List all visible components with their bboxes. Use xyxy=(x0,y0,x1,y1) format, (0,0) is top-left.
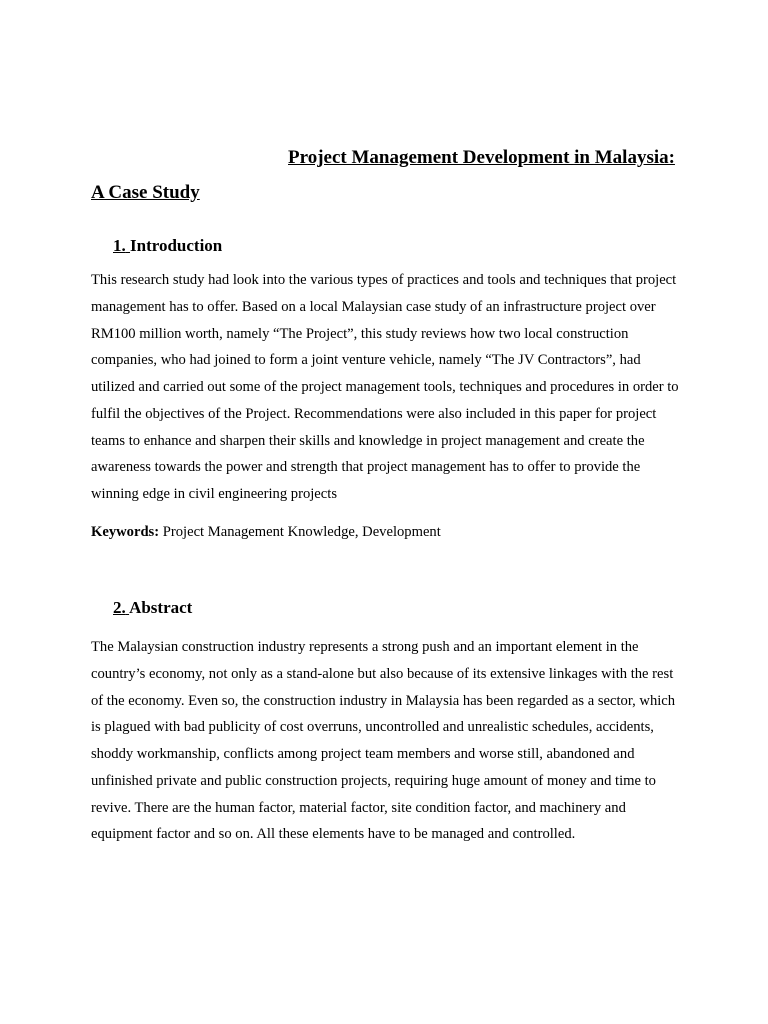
section-number: 2. xyxy=(113,598,126,617)
section-heading-label: Abstract xyxy=(129,598,193,617)
section-number: 1. xyxy=(113,236,126,255)
abstract-paragraph: The Malaysian construction industry represents a strong push and an important element in the country’s economy, not only as a stand-alone but also because of its extensive linkages with the rest of the economy. Even so, the construction industry in Malaysia has been regarded as a sector, which is plagued with bad publicity of cost overruns, uncontrolled and unrealistic schedules, accidents, shoddy workmanship, conflicts among project team members and worse still, abandoned and unfinished private and public construction projects, requiring huge amount of money and time to revive. There are the human factor, material factor, site condition factor, and machinery and equipment factor and so on. All these elements have to be managed and controlled. xyxy=(91,639,676,843)
section-heading-introduction xyxy=(113,235,222,257)
keywords-label: Keywords: xyxy=(91,524,160,540)
keywords-value: Project Management Knowledge, Development xyxy=(162,524,441,540)
introduction-paragraph: This research study had look into the various types of practices and tools and techniques that project management has to offer. Based on a local Malaysian case study of an infrastructure project over RM100 million worth, namely “The Project”, this study reviews how two local construction companies, who had joined to form a joint venture vehicle, namely “The JV Contractors”, had utilized and carried out some of the project management tools, techniques and procedures in order to fulfil the objectives of the Project. Recommendations were also included in this paper for project teams to enhance and sharpen their skills and knowledge in project management and create the awareness towards the power and strength that project management has to offer to provide the winning edge in civil engineering projects xyxy=(91,272,679,502)
keywords-line xyxy=(91,520,679,544)
document-title: Project Management Development in Malaysia: A Case Study xyxy=(91,147,675,203)
section-heading-abstract xyxy=(113,597,192,619)
section-heading-label: Introduction xyxy=(130,236,223,255)
